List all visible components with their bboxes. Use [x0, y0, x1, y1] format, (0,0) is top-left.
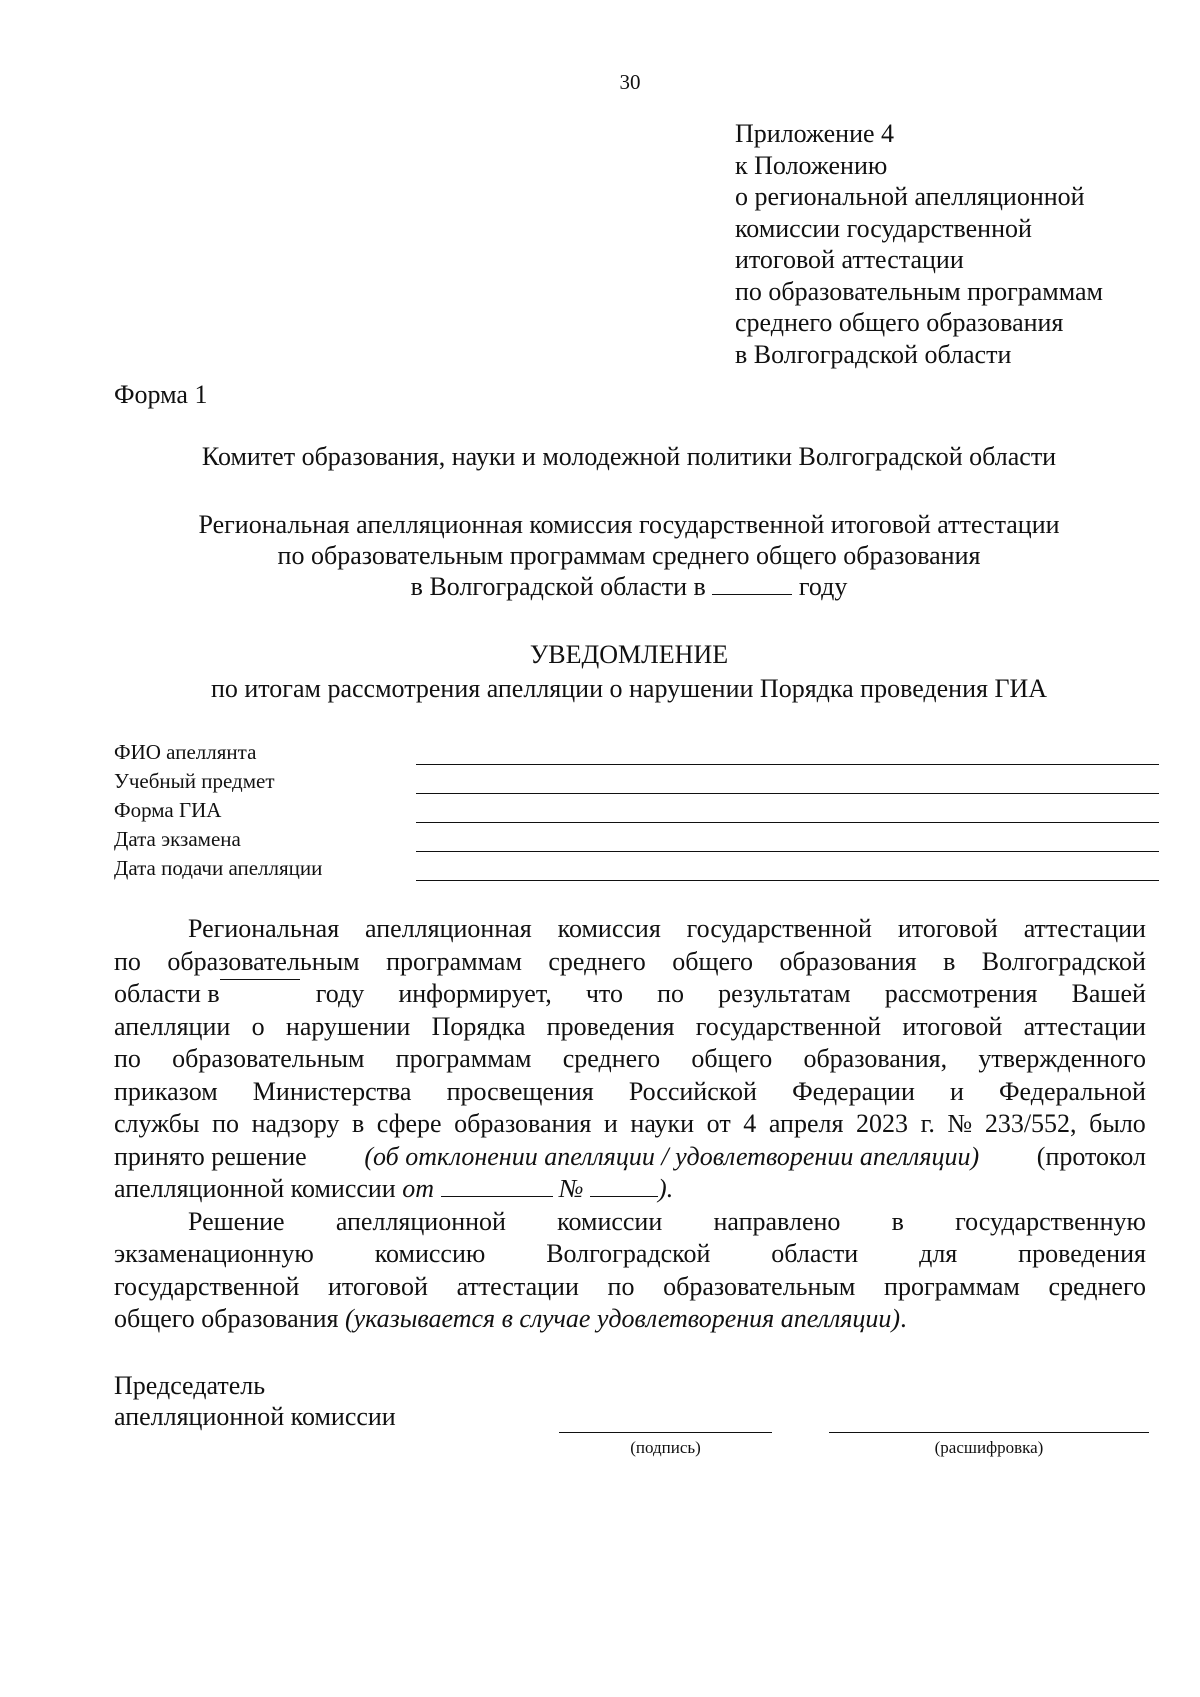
signature-line[interactable]	[559, 1432, 772, 1433]
body-word: экзаменационную	[114, 1239, 314, 1268]
decision-options: (об отклонении апелляции / удовлетворении апелляции)	[364, 1141, 980, 1171]
body-word: в	[891, 1206, 904, 1236]
appendix-line: по образовательным программам	[735, 276, 1104, 306]
field-label: Дата экзамена	[114, 827, 241, 851]
field-row-appeal-date	[114, 852, 1159, 881]
appendix-line: о региональной апелляционной	[735, 182, 1085, 211]
body-line	[114, 1043, 1146, 1076]
body-line: общего образования (указывается в случае удовлетворения апелляции).	[114, 1304, 907, 1333]
body-word: что	[585, 979, 623, 1008]
body-word: от	[706, 1109, 731, 1138]
field-row-subject	[114, 765, 1159, 794]
field-fill-line[interactable]	[416, 742, 1159, 765]
body-word: по	[657, 979, 684, 1008]
protocol-from: от	[402, 1174, 435, 1203]
body-word: информирует,	[398, 979, 552, 1008]
body-word: Федеральной	[999, 1076, 1146, 1106]
body-line	[114, 978, 1146, 1011]
body-word: Федерации	[792, 1076, 915, 1106]
body-word: просвещения	[446, 1076, 594, 1106]
field-label: Форма ГИА	[114, 798, 222, 822]
body-word: общего	[691, 1044, 773, 1073]
body-text: принято решение	[114, 1141, 307, 1171]
body-word: образования,	[803, 1044, 948, 1073]
commission-line-1: Региональная апелляционная комиссия государственной итоговой аттестации	[198, 510, 1060, 539]
body-word: Волгоградской	[981, 946, 1146, 976]
body-line	[114, 913, 1146, 946]
notice-title: УВЕДОМЛЕНИЕ	[529, 640, 729, 669]
body-word: программам	[884, 1271, 1020, 1301]
field-label: ФИО апеллянта	[114, 740, 257, 764]
page-number: 30	[619, 70, 641, 94]
field-row-gia-form	[114, 794, 1159, 823]
body-word: рассмотрения	[884, 979, 1038, 1008]
body-word: по	[114, 1044, 141, 1073]
body-line	[114, 1141, 1146, 1174]
signature-caption: (подпись)	[630, 1438, 701, 1457]
chairman-label	[114, 1370, 396, 1432]
notice-subtitle: по итогам рассмотрения апелляции о нарушении Порядка проведения ГИА	[210, 674, 1048, 703]
body-word: по	[114, 946, 141, 976]
chairman-line-2: апелляционной комиссии	[114, 1402, 396, 1431]
body-word: 2023	[856, 1109, 909, 1138]
body-word: надзору	[251, 1109, 340, 1138]
body-word: образовательным	[663, 1271, 856, 1301]
body-word: государственной	[114, 1271, 300, 1301]
body-word: апелляционная	[365, 914, 532, 943]
body-word: образования	[454, 1109, 592, 1138]
body-word: приказом	[114, 1076, 218, 1106]
body-word: нарушении	[285, 1011, 411, 1041]
body-word: программам	[395, 1044, 532, 1073]
body-word: для	[919, 1239, 958, 1268]
protocol-close: ).	[658, 1174, 674, 1203]
body-word: апелляции	[114, 1011, 231, 1041]
field-fill-line[interactable]	[416, 829, 1159, 852]
body-word: апелляционной	[335, 1206, 506, 1236]
body-word: в	[943, 946, 956, 976]
body-word: о	[251, 1011, 265, 1041]
form-label: Форма 1	[114, 380, 208, 409]
body-word: результатам	[718, 979, 851, 1008]
appendix-line: к Положению	[735, 150, 888, 180]
body-word: г.	[920, 1109, 935, 1138]
committee-name: Комитет образования, науки и молодежной политики Волгоградской области	[201, 442, 1057, 471]
body-line	[114, 946, 1146, 979]
body-word: Вашей	[1071, 979, 1146, 1008]
body-text: (протокол	[1036, 1141, 1146, 1171]
body-text: общего образования	[114, 1304, 339, 1333]
body-word: государственной	[686, 914, 872, 943]
body-word: комиссию	[374, 1239, 486, 1268]
field-label: Учебный предмет	[114, 769, 275, 793]
body-word: аттестации	[1023, 1011, 1146, 1041]
body-word: среднего	[562, 1044, 661, 1073]
body-word: Решение	[188, 1206, 285, 1236]
appendix-line: среднего общего образования	[735, 308, 1064, 337]
body-word: Министерства	[252, 1076, 412, 1106]
appendix-line: в Волгоградской области	[735, 339, 1012, 369]
body-word: итоговой	[327, 1271, 428, 1301]
body-word: 233/552,	[984, 1109, 1077, 1138]
body-word: аттестации	[1023, 914, 1146, 943]
protocol-date-blank	[441, 1195, 553, 1197]
body-line	[114, 1271, 1146, 1304]
body-word: по	[607, 1271, 635, 1301]
appendix-line: комиссии государственной	[735, 213, 1032, 243]
body-text: области в	[114, 979, 220, 1008]
body-word: образовательным	[172, 1044, 365, 1073]
body-word: среднего	[548, 946, 646, 976]
body-word: и	[949, 1076, 964, 1106]
body-line	[114, 1108, 1146, 1141]
body-word: науки	[630, 1109, 695, 1138]
body-word: образования	[779, 946, 917, 976]
body-text: апелляционной комиссии	[114, 1174, 396, 1203]
name-decoding-line[interactable]	[829, 1432, 1149, 1433]
body-word: сфере	[376, 1109, 442, 1138]
appendix-line: итоговой аттестации	[735, 245, 964, 274]
protocol-number-sign: №	[559, 1174, 584, 1203]
field-fill-line[interactable]	[416, 800, 1159, 823]
body-word: было	[1089, 1109, 1146, 1138]
protocol-number-blank	[590, 1195, 658, 1197]
commission-line-2: по образовательным программам среднего общего образования	[277, 541, 981, 570]
body-line	[114, 1011, 1146, 1044]
field-label: Дата подачи апелляции	[114, 856, 323, 880]
body-word: службы	[114, 1109, 200, 1138]
body-word: 4	[743, 1109, 757, 1138]
body-word: комиссии	[557, 1206, 663, 1236]
body-word: государственную	[955, 1206, 1146, 1236]
commission-name	[114, 509, 1144, 602]
notice-heading	[114, 638, 1144, 706]
body-word: итоговой	[902, 1011, 1003, 1041]
body-word: году	[315, 979, 365, 1008]
body-line	[114, 1206, 1146, 1239]
body-word: среднего	[1048, 1271, 1146, 1301]
body-word: итоговой	[897, 914, 998, 943]
notice-body	[114, 913, 1146, 1336]
body-line	[114, 1238, 1146, 1271]
field-fill-line[interactable]	[416, 771, 1159, 794]
body-word: №	[947, 1109, 973, 1138]
commission-line-3: в Волгоградской области в году	[410, 572, 848, 601]
body-word: Порядка	[431, 1011, 526, 1041]
body-word: области	[771, 1239, 859, 1268]
body-word: Региональная	[188, 914, 340, 943]
body-word: апреля	[768, 1109, 844, 1138]
field-row-exam-date	[114, 823, 1159, 852]
chairman-line-1: Председатель	[114, 1371, 266, 1400]
year-blank	[712, 593, 792, 595]
body-word: программам	[386, 946, 522, 976]
decoding-caption: (расшифровка)	[934, 1438, 1044, 1457]
body-word: образовательным	[167, 946, 360, 976]
body-word: проведения	[546, 1011, 675, 1041]
body-line	[114, 1173, 1146, 1206]
body-word: Российской	[628, 1076, 757, 1106]
body-word: Волгоградской	[546, 1239, 711, 1268]
body-word: направлено	[713, 1206, 841, 1236]
body-word: аттестации	[456, 1271, 579, 1301]
body-word: по	[212, 1109, 239, 1138]
appendix-line: Приложение 4	[735, 119, 895, 148]
field-fill-line[interactable]	[416, 858, 1159, 881]
body-word: государственной	[695, 1011, 882, 1041]
body-words	[316, 978, 1146, 1011]
body-word: комиссия	[557, 914, 661, 943]
appendix-note	[735, 118, 1175, 370]
body-word: утвержденного	[978, 1044, 1146, 1073]
body-word: и	[603, 1109, 618, 1138]
body-word: общего	[672, 946, 754, 976]
applicant-fields	[114, 736, 1159, 881]
body-word: проведения	[1018, 1239, 1146, 1268]
field-row-fio	[114, 736, 1159, 765]
year-blank	[220, 978, 300, 980]
body-line	[114, 1076, 1146, 1109]
body-word: в	[351, 1109, 365, 1138]
condition-note: (указывается в случае удовлетворения апелляции)	[344, 1304, 901, 1333]
